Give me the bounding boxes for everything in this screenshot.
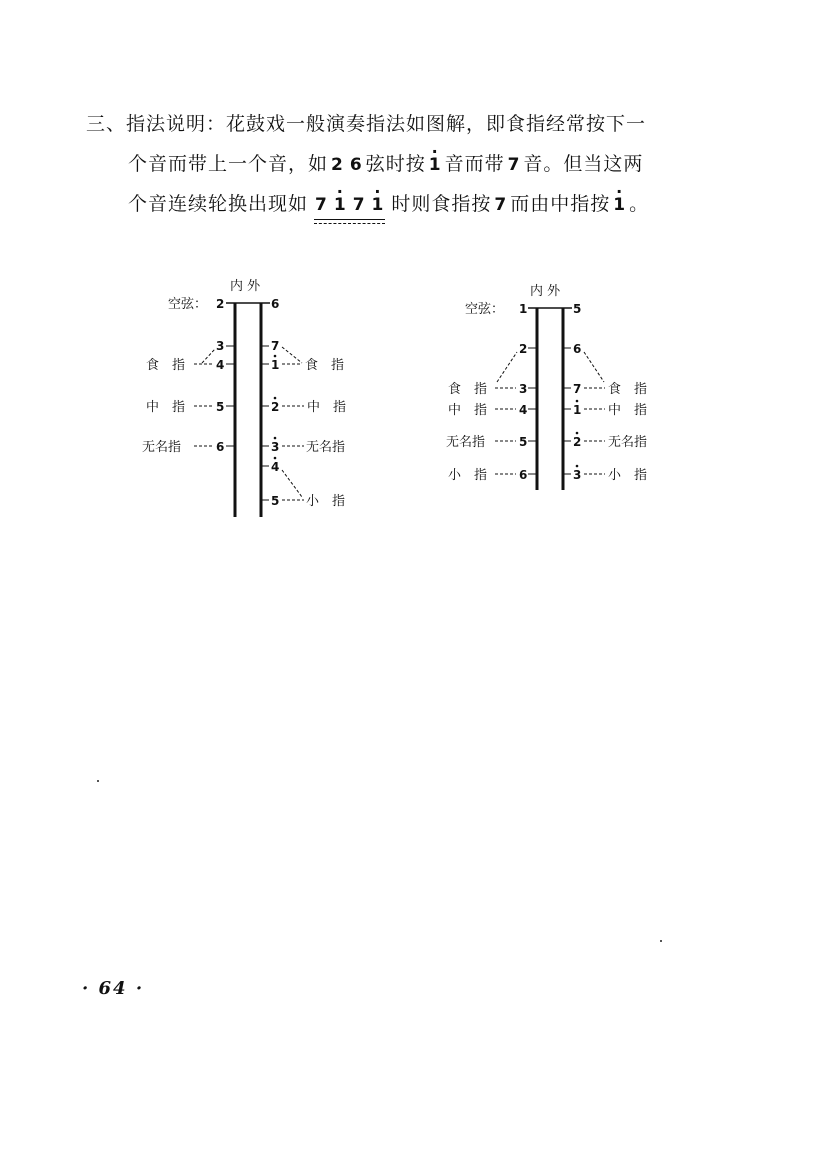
note-number: 7 xyxy=(507,155,521,175)
inner-note: 6 xyxy=(519,468,528,482)
diagram-header: 内 外 xyxy=(230,279,261,294)
page-number: · 64 · xyxy=(82,978,145,999)
line-2-text-a: 个音而带上一个音，如 xyxy=(128,153,329,175)
outer-note: 5 xyxy=(271,494,280,508)
fingering-diagram-2-svg xyxy=(440,280,680,510)
right-finger-label: 食 指 xyxy=(608,382,648,397)
line-2-text-b: 弦时按 xyxy=(365,153,426,175)
note-number-high: · 1 xyxy=(613,185,626,225)
inner-note: 5 xyxy=(216,400,225,414)
line-3-text-b: 时则食指按 xyxy=(391,193,492,215)
line-2-text-d: 音。但当这两 xyxy=(523,153,644,175)
right-finger-label: 中 指 xyxy=(307,400,347,415)
inner-note: 2 xyxy=(519,342,528,356)
paragraph-line-1 xyxy=(86,104,746,144)
scan-speck xyxy=(660,940,662,942)
note-group-alternating xyxy=(312,184,387,225)
paragraph-line-3 xyxy=(86,184,746,224)
right-finger-label: 小 指 xyxy=(608,468,648,483)
outer-open-note: 5 xyxy=(573,302,582,316)
underline-dashed xyxy=(314,223,385,224)
note-number: 2 xyxy=(331,155,344,175)
note-number: 7 xyxy=(494,195,508,215)
underline xyxy=(314,219,385,220)
line-3-text-a: 个音连续轮换出现如 xyxy=(128,193,309,215)
outer-note-high: 2 xyxy=(271,400,280,414)
inner-open-note: 1 xyxy=(519,302,528,316)
note-number: 6 xyxy=(349,155,363,175)
outer-note-high: 3 xyxy=(271,440,280,454)
line-3-text-c: 而由中指按 xyxy=(510,193,611,215)
right-finger-label: 无名指 xyxy=(608,435,648,450)
outer-note: 7 xyxy=(573,382,582,396)
left-finger-label: 无名指 xyxy=(142,440,182,455)
diagram-header: 内 外 xyxy=(530,284,561,299)
left-finger-label: 食 指 xyxy=(146,358,186,373)
right-finger-label: 小 指 xyxy=(306,494,346,509)
inner-note: 4 xyxy=(519,403,528,417)
right-finger-label: 中 指 xyxy=(608,403,648,418)
fingering-diagram-2 xyxy=(440,280,680,514)
outer-note-high: 1 xyxy=(573,403,582,417)
line-1-text: 指法说明：花鼓戏一般演奏指法如图解，即食指经常按下一 xyxy=(126,113,647,135)
left-finger-label: 食 指 xyxy=(448,382,488,397)
fingering-diagram-1 xyxy=(130,275,380,529)
section-heading: 三、 xyxy=(86,113,127,135)
outer-note: 7 xyxy=(271,339,280,353)
left-finger-label: 无名指 xyxy=(446,435,486,450)
note-number-high: · 1 xyxy=(429,145,442,185)
outer-note-high: 1 xyxy=(271,358,280,372)
outer-open-note: 6 xyxy=(271,297,280,311)
inner-open-note: 2 xyxy=(216,297,225,311)
fingering-diagram-1-svg xyxy=(130,275,380,525)
left-finger-label: 中 指 xyxy=(448,403,488,418)
paragraph-line-2 xyxy=(86,144,746,184)
line-3-text-d: 。 xyxy=(629,193,650,215)
left-finger-label: 中 指 xyxy=(146,400,186,415)
open-string-label: 空弦： xyxy=(465,302,505,317)
right-finger-label: 食 指 xyxy=(305,358,345,373)
note-number: 7 xyxy=(315,195,328,215)
outer-note-high: 2 xyxy=(573,435,582,449)
inner-note: 6 xyxy=(216,440,225,454)
open-string-label: 空弦： xyxy=(168,297,208,312)
line-2-text-c: 音而带 xyxy=(444,153,505,175)
inner-note: 4 xyxy=(216,358,225,372)
instruction-paragraph xyxy=(86,104,746,224)
inner-note: 3 xyxy=(216,339,225,353)
note-number: 7 xyxy=(352,195,366,215)
note-number-high: · 1 xyxy=(372,185,385,225)
outer-note: 6 xyxy=(573,342,582,356)
outer-note-high: 3 xyxy=(573,468,582,482)
right-finger-label: 无名指 xyxy=(306,440,346,455)
left-finger-label: 小 指 xyxy=(448,468,488,483)
inner-note: 3 xyxy=(519,382,528,396)
outer-note-high: 4 xyxy=(271,460,280,474)
scan-speck xyxy=(97,780,99,782)
inner-note: 5 xyxy=(519,435,528,449)
note-number-high: · 1 xyxy=(334,185,347,225)
